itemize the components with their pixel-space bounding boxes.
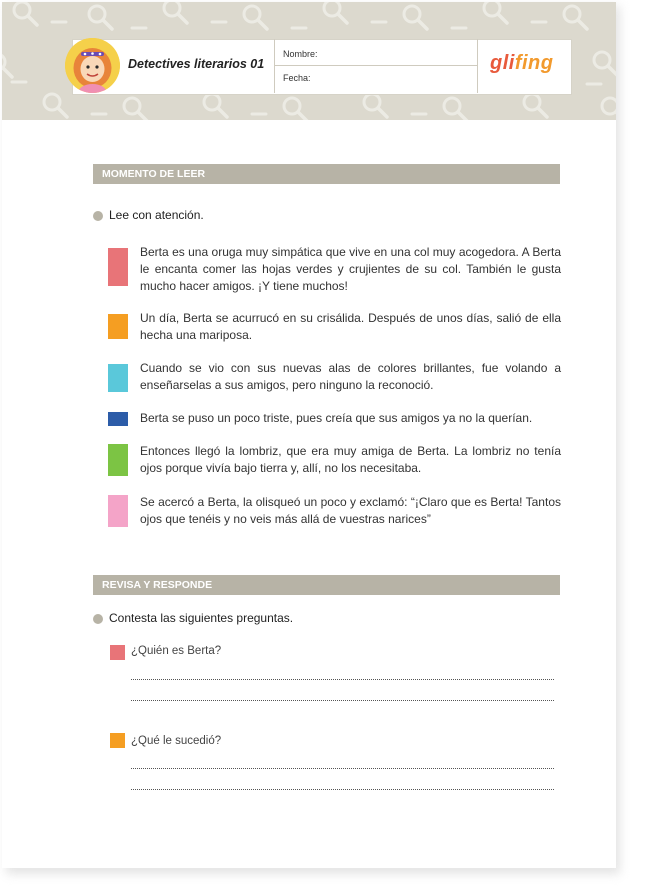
name-date-box xyxy=(274,39,478,93)
paragraph-text: Cuando se vio con sus nuevas alas de colores brillantes, fue volando a enseñarselas a sus amigos, pero ninguno la reconoció. xyxy=(140,361,561,392)
color-marker xyxy=(108,412,128,426)
paragraph-text: Berta es una oruga muy simpática que vive en una col muy acogedora. A Berta le encanta comer las hojas verdes y crujientes de su col. También le gusta mucho hacer amigos. ¡Y tiene muchos! xyxy=(140,245,561,293)
date-label: Fecha: xyxy=(283,73,311,83)
paragraph-text: Berta se puso un poco triste, pues creía que sus amigos ya no la querían. xyxy=(140,411,533,425)
question-2: ¿Qué le sucedió? xyxy=(131,735,222,747)
question-1-marker xyxy=(110,645,125,660)
worksheet-title: Detectives literarios 01 xyxy=(128,57,265,71)
question-1: ¿Quién es Berta? xyxy=(131,645,222,657)
answer-line[interactable] xyxy=(131,789,554,790)
logo-part-1: gli xyxy=(490,52,515,74)
paragraph-text: Se acercó a Berta, la olisqueó un poco y exclamó: “¡Claro que es Berta! Tantos ojos que tenéis y no veis más allá de vuestras narices” xyxy=(140,495,561,526)
bullet-icon xyxy=(93,211,103,221)
worksheet-page xyxy=(2,2,616,868)
instruction-review: Contesta las siguientes preguntas. xyxy=(109,611,294,625)
field-divider xyxy=(275,65,477,66)
bullet-icon xyxy=(93,614,103,624)
color-marker xyxy=(108,364,128,392)
logo-part-2: fing xyxy=(514,52,554,74)
color-marker xyxy=(108,444,128,476)
header xyxy=(2,2,616,120)
question-2-marker xyxy=(110,733,125,748)
color-marker xyxy=(108,248,128,286)
glifing-logo xyxy=(490,52,554,75)
color-marker xyxy=(108,314,128,339)
girl-avatar xyxy=(65,38,120,93)
color-marker xyxy=(108,495,128,527)
section-heading-read: MOMENTO DE LEER xyxy=(93,164,560,184)
instruction-read: Lee con atención. xyxy=(109,208,204,222)
paragraph-text: Un día, Berta se acurrucó en su crisálida. Después de unos días, salió de ella hecha una mariposa. xyxy=(140,311,561,342)
name-label: Nombre: xyxy=(283,49,318,59)
answer-line[interactable] xyxy=(131,768,554,769)
answer-line[interactable] xyxy=(131,679,554,680)
section-heading-review: REVISA Y RESPONDE xyxy=(93,575,560,595)
answer-line[interactable] xyxy=(131,700,554,701)
paragraph-text: Entonces llegó la lombriz, que era muy amiga de Berta. La lombriz no tenía ojos porque vivía bajo tierra y, allí, no los necesitaba. xyxy=(140,444,561,475)
